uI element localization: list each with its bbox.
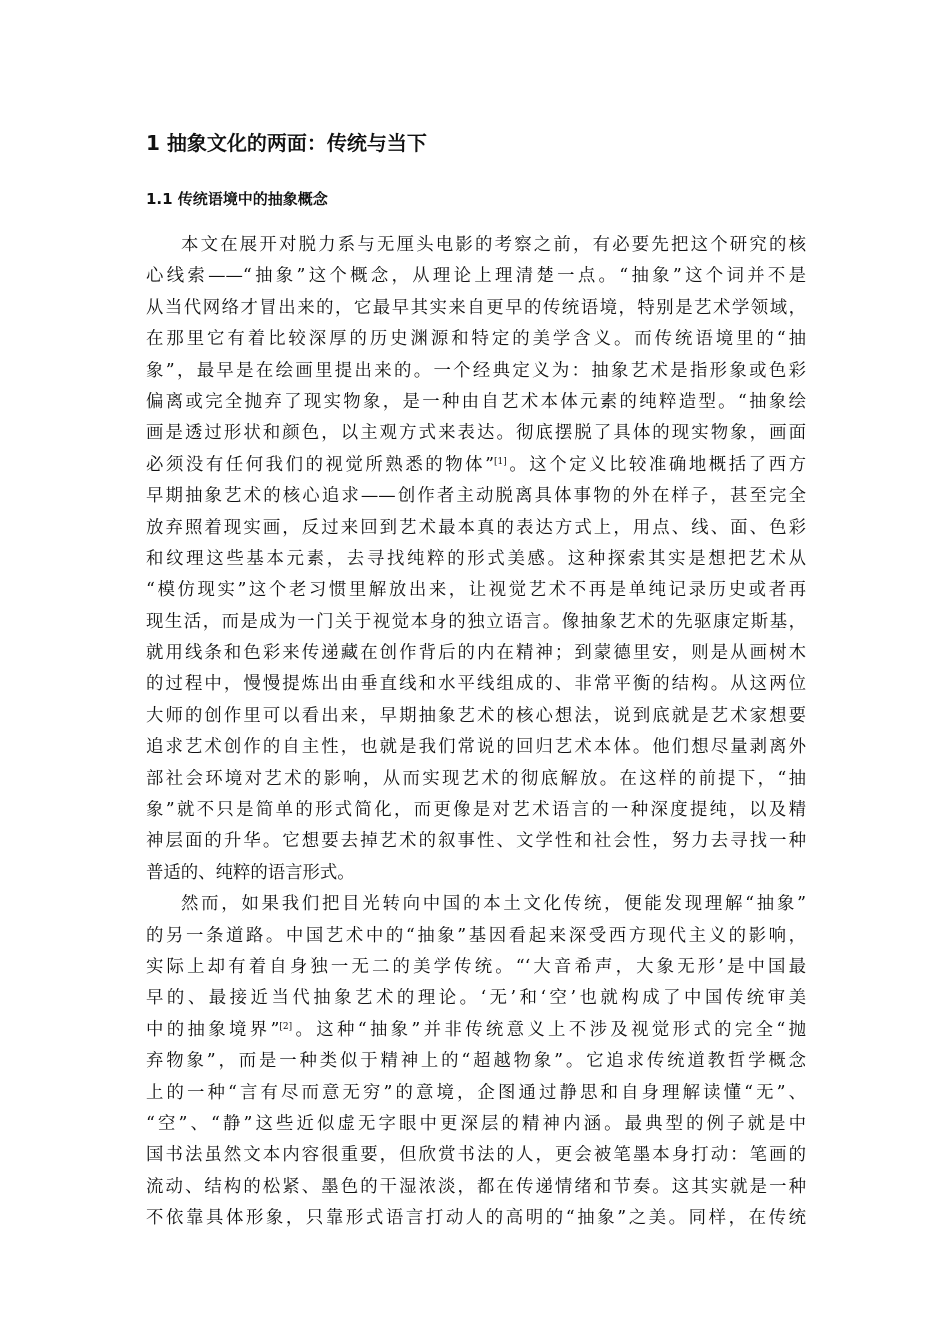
citation-ref: [1] [494,456,507,467]
text-line: 早的、最接近当代抽象艺术的理论。‘无’和‘空’也就构成了中国传统审美 [146,988,806,1009]
text-line: 画是透过形状和颜色，以主观方式来表达。彻底摆脱了具体的现实物象，画面 [146,423,806,444]
chapter-heading: 1 抽象文化的两面：传统与当下 [146,131,427,155]
text-line: 流动、结构的松紧、墨色的干湿浓淡，都在传递情绪和节奏。这其实就是一种 [146,1176,806,1197]
text-segment: 中的抽象境界” [146,1019,280,1040]
text-line: 就用线条和色彩来传递藏在创作背后的内在精神；到蒙德里安，则是从画树木 [146,643,806,664]
text-line [146,450,806,481]
text-line: 的过程中，慢慢提炼出由垂直线和水平线组成的、非常平衡的结构。从这两位 [146,674,806,695]
text-line: 偏离或完全抛弃了现实物象，是一种由自艺术本体元素的纯粹造型。“抽象绘 [146,391,806,412]
text-line: 普适的、纯粹的语言形式。 [146,862,355,883]
text-line: 然而，如果我们把目光转向中国的本土文化传统，便能发现理解“抽象” [181,894,806,915]
paragraph-1 [146,230,806,889]
text-line: 象”，最早是在绘画里提出来的。一个经典定义为：抽象艺术是指形象或色彩 [146,360,806,381]
text-line [146,1015,806,1046]
text-line: 国书法虽然文本内容很重要，但欣赏书法的人，更会被笔墨本身打动：笔画的 [146,1145,806,1166]
text-line: “模仿现实”这个老习惯里解放出来，让视觉艺术不再是单纯记录历史或者再 [146,580,806,601]
text-line: 追求艺术创作的自主性，也就是我们常说的回归艺术本体。他们想尽量剥离外 [146,737,806,758]
text-segment: 。这个定义比较准确地概括了西方 [506,454,806,475]
body-text [146,230,806,1235]
text-line: 心线索——“抽象”这个概念，从理论上理清楚一点。“抽象”这个词并不是 [146,266,806,287]
text-line: 本文在展开对脱力系与无厘头电影的考察之前，有必要先把这个研究的核 [181,235,806,255]
text-line: 上的一种“言有尽而意无穷”的意境，企图通过静思和自身理解读懂“无”、 [146,1082,806,1103]
paragraph-2 [146,889,806,1234]
text-line: 放弃照着现实画，反过来回到艺术最本真的表达方式上，用点、线、面、色彩 [146,517,806,538]
text-line: 实际上却有着自身独一无二的美学传统。“‘大音希声，大象无形’是中国最 [146,956,806,977]
text-line: 的另一条道路。中国艺术中的“抽象”基因看起来深受西方现代主义的影响， [146,925,806,946]
text-segment: 必须没有任何我们的视觉所熟悉的物体” [146,454,495,475]
text-line: 神层面的升华。它想要去掉艺术的叙事性、文学性和社会性，努力去寻找一种 [146,831,806,852]
text-line: 象”就不只是简单的形式简化，而更像是对艺术语言的一种深度提纯，以及精 [146,800,806,821]
text-line: 现生活，而是成为一门关于视觉本身的独立语言。像抽象艺术的先驱康定斯基， [146,611,806,632]
text-line: 从当代网络才冒出来的，它最早其实来自更早的传统语境，特别是艺术学领域， [146,297,806,318]
section-heading: 1.1 传统语境中的抽象概念 [146,190,328,208]
text-line: 部社会环境对艺术的影响，从而实现艺术的彻底解放。在这样的前提下，“抽 [146,768,806,789]
text-line: 在那里它有着比较深厚的历史渊源和特定的美学含义。而传统语境里的“抽 [146,329,806,350]
text-line: 早期抽象艺术的核心追求——创作者主动脱离具体事物的外在样子，甚至完全 [146,486,806,507]
text-line: 弃物象”，而是一种类似于精神上的“超越物象”。它追求传统道教哲学概念 [146,1051,806,1072]
text-line: 和纹理这些基本元素，去寻找纯粹的形式美感。这种探索其实是想把艺术从 [146,548,806,569]
text-segment: 。这种“抽象”并非传统意义上不涉及视觉形式的完全“抛 [292,1019,806,1040]
text-line: 不依靠具体形象，只靠形式语言打动人的高明的“抽象”之美。同样，在传统 [146,1208,806,1229]
citation-ref: [2] [279,1021,293,1032]
text-line: “空”、“静”这些近似虚无字眼中更深层的精神内涵。最典型的例子就是中 [146,1113,806,1134]
text-line: 大师的创作里可以看出来，早期抽象艺术的核心想法，说到底就是艺术家想要 [146,705,806,726]
